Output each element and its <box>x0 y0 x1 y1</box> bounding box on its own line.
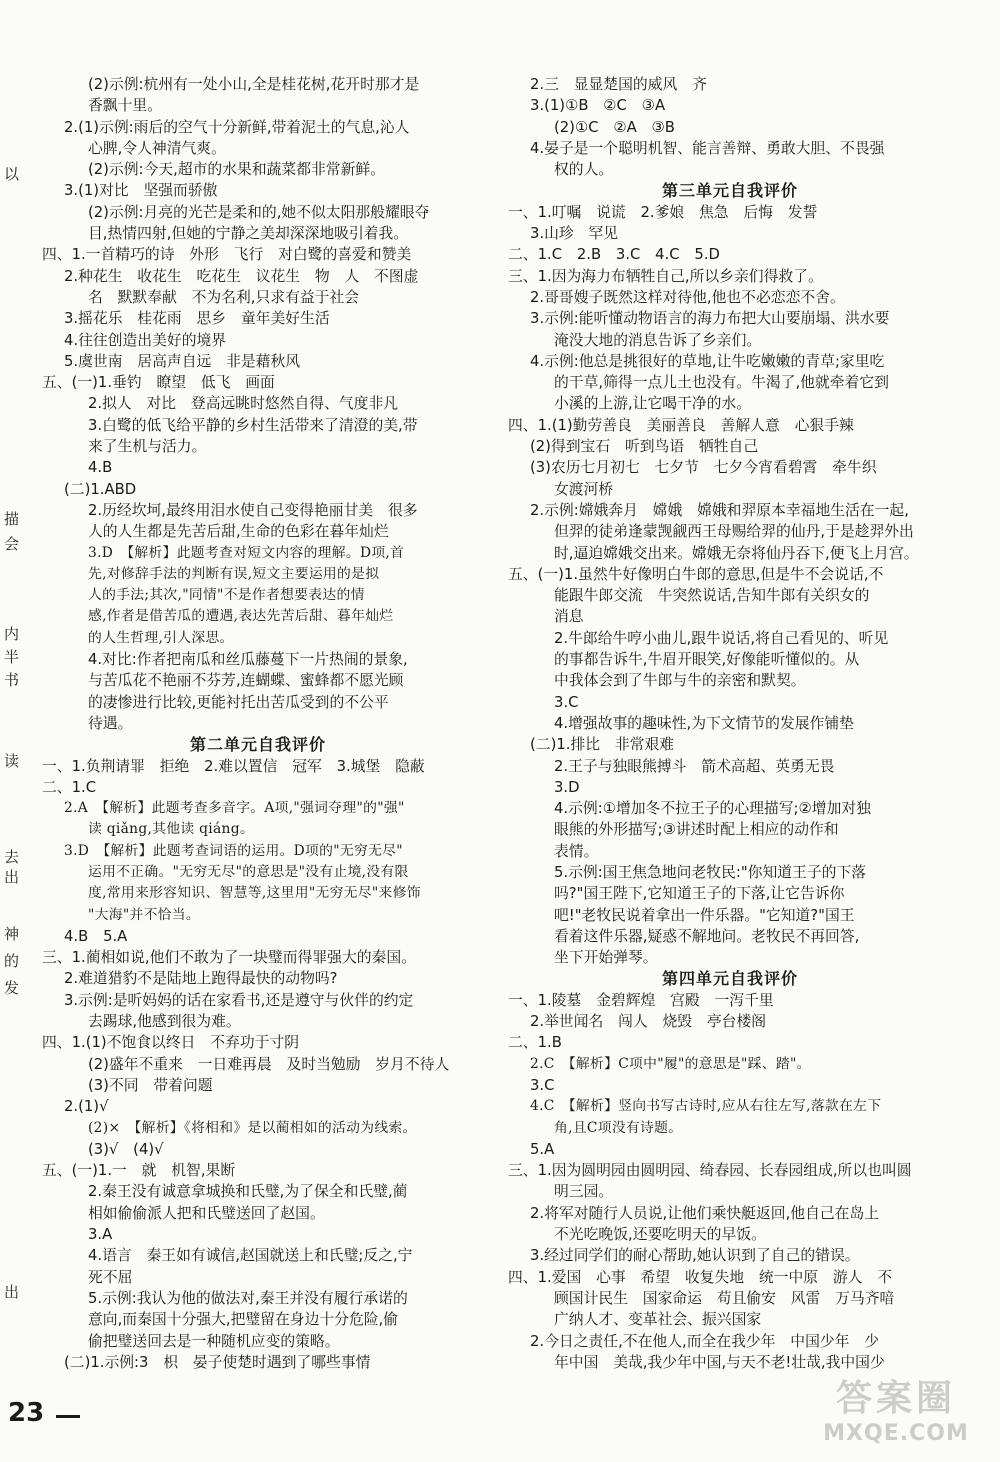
answer-line: (3)√ (4)√ <box>88 1140 164 1158</box>
answer-line: 3.C <box>554 693 579 711</box>
answer-line: 4.B <box>88 459 113 477</box>
section-heading: 第二单元自我评价 <box>189 735 326 755</box>
right-answer-column <box>508 74 952 1373</box>
answer-line: 二、1.C <box>42 778 97 796</box>
watermark-title: 答案圈 <box>835 1378 956 1419</box>
answer-line: 3.C <box>530 1076 555 1094</box>
answer-line: 的干草,筛得一点儿土也没有。牛渴了,他就牵着它到 <box>554 374 889 392</box>
answer-line: 5.A <box>530 1140 555 1158</box>
answer-line: 坐下开始弹琴。 <box>554 949 658 967</box>
answer-line: 一、1.叮嘱 说谎 2.爹娘 焦急 后悔 发誓 <box>508 203 818 221</box>
answer-line: 的人生哲理,引人深思。 <box>88 629 234 646</box>
answer-line: 淹没大地的消息告诉了乡亲们。 <box>554 331 762 349</box>
answer-line: 2.示例:嫦娥奔月 嫦娥 嫦娥和羿原本幸福地生活在一起, <box>530 501 909 519</box>
answer-line: 死不屈 <box>88 1268 133 1286</box>
answer-line: 2.将军对随行人员说,让他们乘快艇返回,他自己在岛上 <box>530 1204 880 1222</box>
answer-line: 明三园。 <box>554 1183 614 1201</box>
answer-line: 2.(1)√ <box>64 1098 109 1116</box>
answer-line: 一、1.陵墓 金碧辉煌 宫殿 一泻千里 <box>508 991 774 1009</box>
margin-char: 去 <box>4 848 20 866</box>
answer-line: 顾国计民生 国家命运 苟且偷安 风雷 万马齐喑 <box>554 1289 895 1307</box>
answer-line: 4.往往创造出美好的境界 <box>64 331 227 349</box>
answer-line: 2.C 【解析】C项中"履"的意思是"踩、踏"。 <box>530 1055 811 1072</box>
answer-line: 5.示例:国王焦急地问老牧民:"你知道王子的下落 <box>554 863 867 881</box>
answer-line: 三、1.蔺相如说,他们不敢为了一块璧而得罪强大的秦国。 <box>42 949 416 967</box>
answer-line: 待遇。 <box>88 714 133 732</box>
answer-line: 五、(一)1.垂钓 瞭望 低飞 画面 <box>42 374 275 392</box>
answer-line: (2)× 【解析】《将相和》是以蔺相如的活动为线索。 <box>88 1119 417 1136</box>
answer-line: (3)不同 带着问题 <box>88 1076 213 1094</box>
margin-char: 神 <box>4 925 20 943</box>
answer-line: 5.虞世南 居高声自远 非是藉秋风 <box>64 352 301 370</box>
answer-line: 3.山珍 罕见 <box>530 225 619 243</box>
answer-line: 眼熊的外形描写;③讲述时配上相应的动作和 <box>554 821 839 839</box>
answer-line: 表情。 <box>554 842 599 860</box>
answer-line: 3.A <box>88 1226 113 1244</box>
answer-line: 2.举世闻名 闯人 烧毁 亭台楼阁 <box>530 1013 767 1031</box>
answer-line: 人的手法;其次,"同情"不是作者想要表达的情 <box>88 587 365 604</box>
answer-line: 看着这件乐器,疑惑不解地问。老牧民不再回答, <box>554 927 860 945</box>
answer-line: 感,作者是借苦瓜的遭遇,表达先苦后甜、暮年灿烂 <box>88 608 394 625</box>
answer-line: 2.秦王没有诚意拿城换和氏璧,为了保全和氏璧,蔺 <box>88 1183 408 1201</box>
margin-char: 半 <box>4 648 20 666</box>
answer-line: 3.摇花乐 桂花雨 思乡 童年美好生活 <box>64 310 330 328</box>
answer-line: 吧!"老牧民说着拿出一件乐器。"它知道?"国王 <box>554 906 855 924</box>
margin-char: 出 <box>4 1283 20 1301</box>
answer-line: 人的人生都是先苦后甜,生命的色彩在暮年灿烂 <box>88 523 389 541</box>
answer-line: (2)得到宝石 听到鸟语 牺牲自己 <box>530 438 759 456</box>
answer-line: (2)示例:月亮的光芒是柔和的,她不似太阳那般耀眼夺 <box>88 203 430 221</box>
answer-line: 五、(一)1.虽然牛好像明白牛郎的意思,但是牛不会说话,不 <box>508 565 884 583</box>
answer-line: 小溪的上游,让它喝干净的水。 <box>554 395 752 413</box>
answer-line: 3.示例:能听懂动物语言的海力布把大山要崩塌、洪水要 <box>530 310 890 328</box>
answer-line: 中我体会到了牛郎与牛的亲密和默契。 <box>554 672 806 690</box>
answer-line: 与苦瓜花不艳丽不芬芳,连蝴蝶、蜜蜂都不愿光顾 <box>88 672 404 690</box>
answer-line: 女渡河桥 <box>554 480 614 498</box>
answer-line: 4.语言 秦王如有诚信,赵国就送上和氏璧;反之,宁 <box>88 1247 413 1265</box>
margin-char: 出 <box>4 868 20 886</box>
answer-line: 年中国 美哉,我少年中国,与天不老!壮哉,我中国少 <box>554 1353 885 1371</box>
answer-line: 2.拟人 对比 登高远眺时悠然自得、气度非凡 <box>88 395 399 413</box>
answer-line: 2.种花生 收花生 吃花生 议花生 物 人 不图虚 <box>64 267 419 285</box>
answer-line: 四、1.(1)勤劳善良 美丽善良 善解人意 心狠手辣 <box>508 416 854 434</box>
answer-line: 2.牛郎给牛哼小曲儿,跟牛说话,将自己看见的、听见 <box>554 629 889 647</box>
answer-line: 2.A 【解析】此题考查多音字。A项,"强词夺理"的"强" <box>64 800 405 817</box>
answer-line: 2.三 显显楚国的威风 齐 <box>530 76 707 93</box>
answer-line: 度,常用来形容知识、智慧等,这里用"无穷无尽"来修饰 <box>88 885 421 902</box>
watermark <box>806 1378 986 1454</box>
answer-line: 消息 <box>554 608 584 626</box>
answer-line: (3)农历七月初七 七夕节 七夕今宵看碧霄 牵牛织 <box>530 459 877 477</box>
section-heading: 第四单元自我评价 <box>661 969 798 989</box>
answer-line: 先,对修辞手法的判断有误,短文主要运用的是拟 <box>88 565 380 582</box>
answer-line: 三、1.因为海力布牺牲自己,所以乡亲们得救了。 <box>508 267 823 285</box>
margin-char: 描 <box>4 510 20 528</box>
answer-line: 3.(1)对比 坚强而骄傲 <box>64 182 218 200</box>
margin-char: 读 <box>4 752 20 770</box>
answer-line: 四、1.爱国 心事 希望 收复失地 统一中原 游人 不 <box>508 1268 893 1286</box>
margin-char: 内 <box>4 625 20 643</box>
answer-line: 意向,而秦国十分强大,把璧留在身边十分危险,偷 <box>88 1311 399 1329</box>
answer-line: 来了生机与活力。 <box>88 438 207 456</box>
answer-line: 的凄惨进行比较,更能衬托出苦瓜受到的不公平 <box>88 693 389 711</box>
margin-char: 发 <box>4 979 20 997</box>
answer-line: 偷把璧送回去是一种随机应变的策略。 <box>88 1332 340 1350</box>
answer-line: 4.晏子是一个聪明机智、能言善辩、勇敢大胆、不畏强 <box>530 139 885 157</box>
answer-line: (二)1.ABD <box>64 480 137 498</box>
answer-line: 目,热情四射,但她的宁静之美却深深地吸引着我。 <box>88 225 409 243</box>
answer-line: 但羿的徒弟逢蒙觊觎西王母赐给羿的仙丹,于是趁羿外出 <box>554 523 914 541</box>
answer-line: 2.哥哥嫂子既然这样对待他,他也不必恋恋不舍。 <box>530 288 845 306</box>
answer-line: 四、1.(1)不饱食以终日 不弃功于寸阴 <box>42 1034 300 1052</box>
answer-line: 2.(1)示例:雨后的空气十分新鲜,带着泥土的气息,沁人 <box>64 118 410 136</box>
answer-line: 4.C 【解析】竖向书写古诗时,应从右往左写,落款在左下 <box>530 1098 882 1115</box>
answer-line: 权的人。 <box>554 161 614 179</box>
answer-line: 名 默默奉献 不为名利,只求有益于社会 <box>88 288 360 306</box>
answer-line: 3.(1)①B ②C ③A <box>530 97 666 115</box>
answer-line: 4.B 5.A <box>64 927 128 945</box>
answer-line: 心脾,令人神清气爽。 <box>88 139 226 157</box>
answer-line: 2.难道猎豹不是陆地上跑得最快的动物吗? <box>64 970 338 988</box>
page-number-dash <box>56 1415 80 1418</box>
answer-line: 不光吃晚饭,还要吃明天的早饭。 <box>554 1226 766 1244</box>
answer-line: 二、1.B <box>508 1034 562 1052</box>
margin-char: 的 <box>4 952 20 970</box>
answer-line: 运用不正确。"无穷无尽"的意思是"没有止境,没有限 <box>88 863 409 880</box>
answer-line: 2.王子与独眼熊搏斗 箭术高超、英勇无畏 <box>554 757 835 775</box>
answer-line: 5.示例:我认为他的做法对,秦王并没有履行承诺的 <box>88 1289 408 1307</box>
answer-line: 一、1.负荆请罪 拒绝 2.难以置信 冠军 3.城堡 隐蔽 <box>42 757 425 775</box>
margin-char: 以 <box>4 165 20 183</box>
answer-line: (2)示例:今天,超市的水果和蔬菜都非常新鲜。 <box>88 161 385 179</box>
margin-char: 会 <box>4 535 20 553</box>
answer-line: 时,逼迫嫦娥交出来。嫦娥无奈将仙丹吞下,便飞上月宫。 <box>554 544 919 562</box>
page-number: 23 <box>8 1398 45 1428</box>
answer-line: 二、1.C 2.B 3.C 4.C 5.D <box>508 246 720 264</box>
answer-line: 香飘十里。 <box>88 97 162 115</box>
answer-line: 能跟牛郎交流 牛突然说话,告知牛郎有关织女的 <box>554 587 870 605</box>
answer-line: 2.今日之责任,不在他人,而全在我少年 中国少年 少 <box>530 1332 880 1350</box>
answer-line: 3.D 【解析】此题考查词语的运用。D项的"无穷无尽" <box>64 842 403 859</box>
margin-char: 书 <box>4 671 20 689</box>
answer-line: "大海"并不恰当。 <box>88 906 200 923</box>
answer-line: (二)1.排比 非常艰难 <box>530 736 675 754</box>
answer-line: 三、1.因为圆明园由圆明园、绮春园、长春园组成,所以也叫圆 <box>508 1162 912 1180</box>
answer-line: 4.对比:作者把南瓜和丝瓜藤蔓下一片热闹的景象, <box>88 651 408 669</box>
answer-line: 2.历经坎坷,最终用泪水使自己变得艳丽甘美 很多 <box>88 501 418 519</box>
answer-line: (2)盛年不重来 一日难再晨 及时当勉励 岁月不待人 <box>88 1055 450 1073</box>
left-answer-column <box>42 74 474 1373</box>
section-heading: 第三单元自我评价 <box>661 181 798 201</box>
answer-line: 3.示例:是听妈妈的话在家看书,还是遵守与伙伴的约定 <box>64 991 414 1009</box>
answer-line: 读 qiǎng,其他读 qiáng。 <box>88 821 254 838</box>
answer-line: 4.示例:①增加冬不拉王子的心理描写;②增加对独 <box>554 800 871 818</box>
left-margin-fragments <box>0 0 28 1462</box>
answer-line: 3.白鹭的低飞给平静的乡村生活带来了清澄的美,带 <box>88 416 418 434</box>
answer-line: 吗?"国王陛下,它知道王子的下落,让它告诉你 <box>554 885 845 903</box>
answer-line: 五、(一)1.一 就 机智,果断 <box>42 1162 236 1180</box>
answer-line: 3.D <box>554 778 580 796</box>
answer-line: 3.D 【解析】此题考查对短文内容的理解。D项,首 <box>88 544 405 561</box>
answer-line: (二)1.示例:3 枳 晏子使楚时遇到了哪些事情 <box>64 1353 371 1371</box>
answer-line: 角,且C项没有诗题。 <box>554 1119 683 1136</box>
answer-line: (2)①C ②A ③B <box>554 118 675 136</box>
answer-line: 相如偷偷派人把和氏璧送回了赵国。 <box>88 1204 325 1222</box>
answer-line: 四、1.一首精巧的诗 外形 飞行 对白鹭的喜爱和赞美 <box>42 246 412 264</box>
answer-line: (2)示例:杭州有一处小山,全是桂花树,花开时那才是 <box>88 76 420 93</box>
answer-line: 去踢球,他感到很为难。 <box>88 1013 241 1031</box>
answer-line: 广纳人才、变革社会、振兴国家 <box>554 1311 762 1329</box>
answer-line: 3.经过同学们的耐心帮助,她认识到了自己的错误。 <box>530 1247 860 1265</box>
watermark-url: MXQE.COM <box>823 1421 969 1446</box>
answer-line: 的事都告诉牛,牛眉开眼笑,好像能听懂似的。从 <box>554 651 860 669</box>
answer-line: 4.增强故事的趣味性,为下文情节的发展作铺垫 <box>554 714 854 732</box>
answer-line: 4.示例:他总是挑很好的草地,让牛吃嫩嫩的青草;家里吃 <box>530 352 885 370</box>
